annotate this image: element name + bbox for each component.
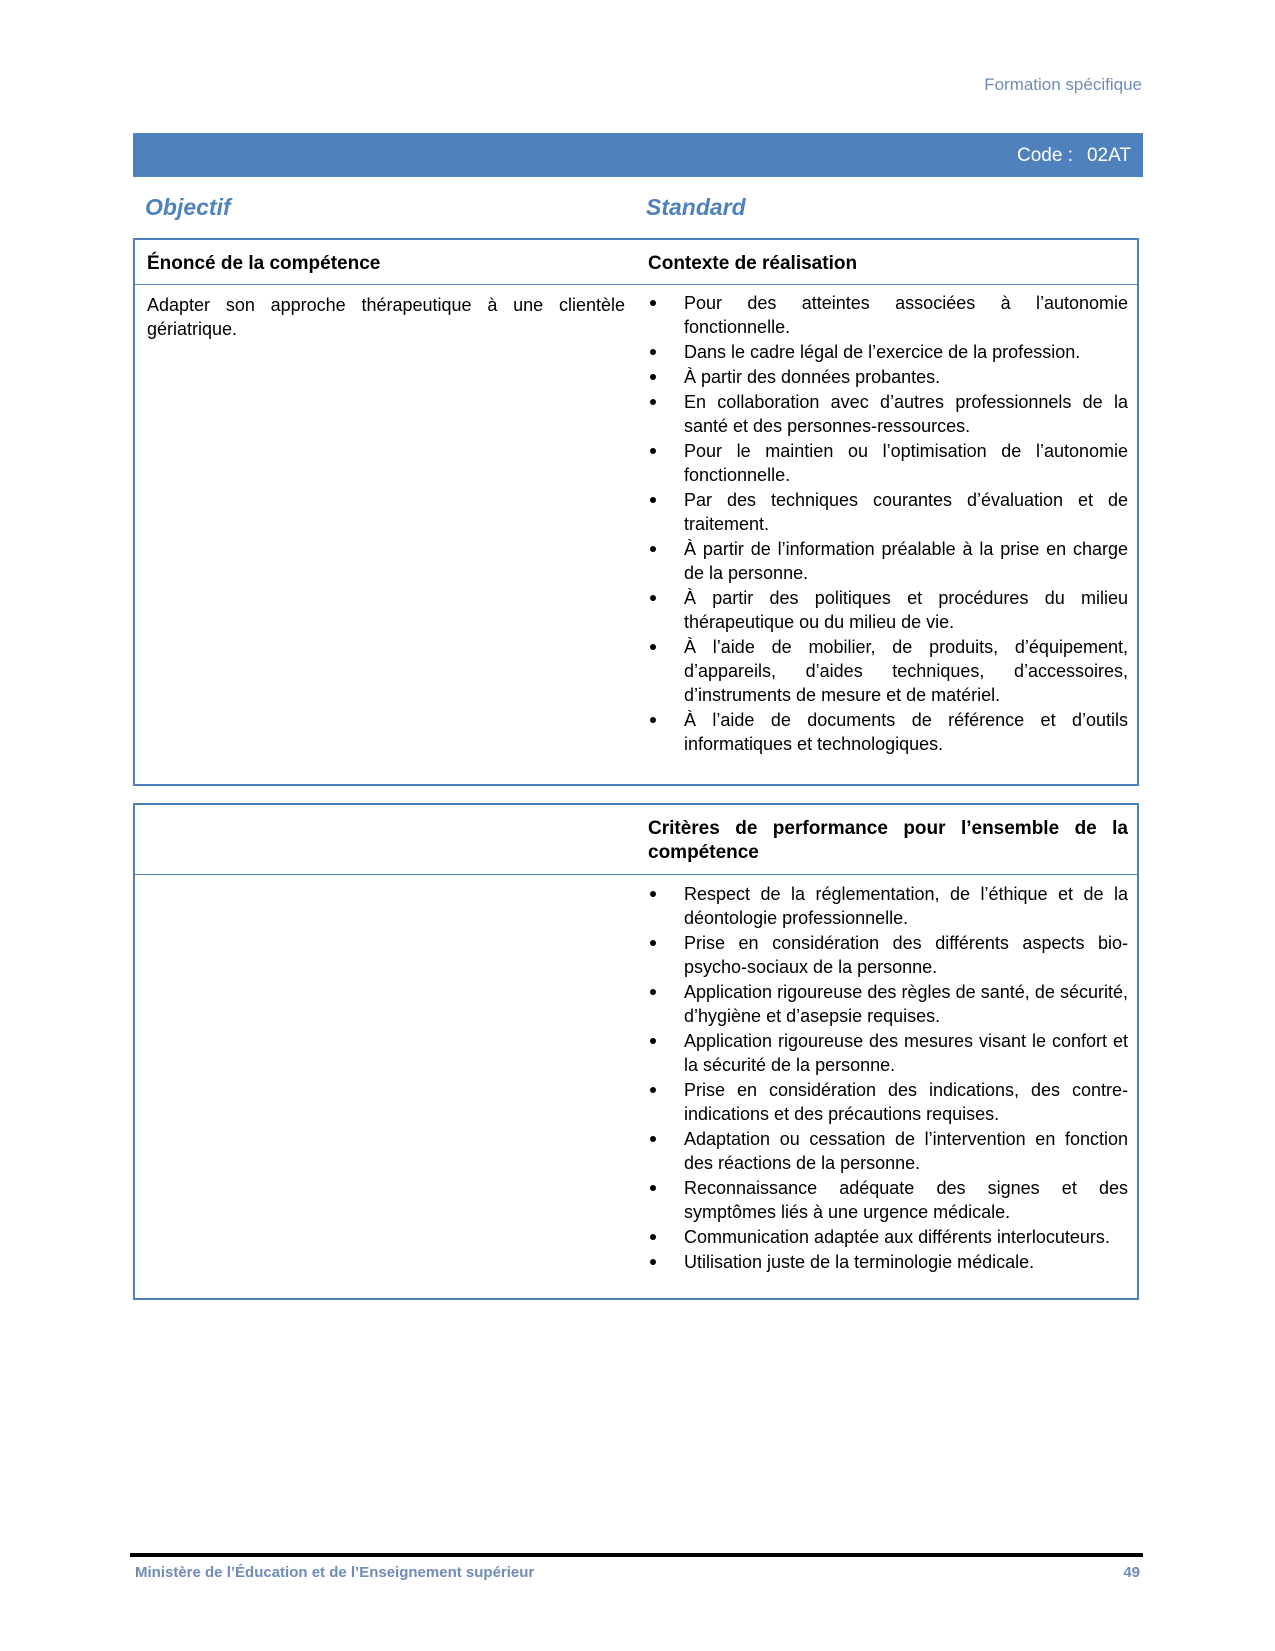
list-item-text: Utilisation juste de la terminologie médicale. — [684, 1252, 1035, 1272]
footer-divider — [130, 1553, 1143, 1557]
list-item — [648, 1250, 1128, 1274]
bullet-icon — [650, 891, 656, 897]
footer-ministry: Ministère de l’Éducation et de l’Enseignement supérieur — [135, 1564, 535, 1581]
competence-table — [133, 238, 1139, 786]
list-item — [648, 635, 1128, 707]
list-item — [648, 390, 1128, 438]
list-item — [648, 708, 1128, 756]
list-item-text: Dans le cadre légal de l’exercice de la profession. — [684, 342, 1081, 362]
bullet-icon — [650, 1234, 656, 1240]
list-item-text: Reconnaissance adéquate des signes et des symptômes liés à une urgence médicale. — [684, 1178, 1128, 1222]
list-item — [648, 1078, 1128, 1126]
list-item-text: Application rigoureuse des mesures visant le confort et la sécurité de la personne. — [684, 1031, 1128, 1075]
context-list — [648, 291, 1128, 757]
bullet-icon — [650, 1038, 656, 1044]
code-label: Code : — [1017, 145, 1073, 166]
bullet-icon — [650, 1185, 656, 1191]
objectif-title: Objectif — [145, 194, 231, 220]
list-item — [648, 882, 1128, 930]
code-value: 02AT — [1086, 145, 1131, 166]
context-header: Contexte de réalisation — [648, 253, 858, 274]
bullet-icon — [650, 1259, 656, 1265]
criteria-list — [648, 882, 1128, 1275]
bullet-icon — [650, 940, 656, 946]
list-item — [648, 291, 1128, 339]
bullet-icon — [650, 1136, 656, 1142]
list-item-text: Prise en considération des indications, des contre-indications et des précautions requises. — [684, 1080, 1128, 1124]
list-item-text: Par des techniques courantes d’évaluation et de traitement. — [684, 490, 1128, 534]
program-label: Formation spécifique — [984, 75, 1142, 94]
list-item — [648, 1127, 1128, 1175]
statement-header: Énoncé de la compétence — [147, 253, 381, 274]
list-item-text: Communication adaptée aux différents interlocuteurs. — [684, 1227, 1110, 1247]
list-item-text: Respect de la réglementation, de l’éthique et de la déontologie professionnelle. — [684, 884, 1128, 928]
list-item-text: À l’aide de documents de référence et d’outils informatiques et technologiques. — [684, 710, 1128, 754]
bullet-icon — [650, 349, 656, 355]
list-item — [648, 365, 1128, 389]
code-bar — [133, 133, 1143, 177]
bullet-icon — [650, 546, 656, 552]
bullet-icon — [650, 399, 656, 405]
criteria-header: Critères de performance pour l’ensemble de la compétence — [648, 818, 1128, 863]
list-item-text: Application rigoureuse des règles de santé, de sécurité, d’hygiène et d’asepsie requises. — [684, 982, 1128, 1026]
list-item-text: Adaptation ou cessation de l’intervention en fonction des réactions de la personne. — [684, 1129, 1128, 1173]
bullet-icon — [650, 374, 656, 380]
list-item — [648, 980, 1128, 1028]
bullet-icon — [650, 1087, 656, 1093]
list-item-text: À partir de l’information préalable à la prise en charge de la personne. — [684, 539, 1128, 583]
list-item-text: Prise en considération des différents aspects bio-psycho-sociaux de la personne. — [684, 933, 1128, 977]
list-item — [648, 439, 1128, 487]
competence-table-header — [135, 240, 1137, 285]
criteria-table — [133, 803, 1139, 1300]
page-number: 49 — [1123, 1564, 1140, 1581]
bullet-icon — [650, 448, 656, 454]
code-label-group — [1017, 145, 1131, 167]
bullet-icon — [650, 300, 656, 306]
list-item-text: À partir des politiques et procédures du milieu thérapeutique ou du milieu de vie. — [684, 588, 1128, 632]
bullet-icon — [650, 989, 656, 995]
list-item — [648, 488, 1128, 536]
list-item — [648, 1225, 1128, 1249]
competence-statement: Adapter son approche thérapeutique à une clientèle gériatrique. — [147, 295, 625, 339]
standard-title: Standard — [646, 194, 746, 220]
list-item-text: À l’aide de mobilier, de produits, d’équipement, d’appareils, d’aides techniques, d’accessoires, d’instruments de mesure et de matériel. — [684, 637, 1128, 705]
list-item — [648, 340, 1128, 364]
list-item — [648, 537, 1128, 585]
bullet-icon — [650, 644, 656, 650]
bullet-icon — [650, 595, 656, 601]
list-item-text: Pour le maintien ou l’optimisation de l’autonomie fonctionnelle. — [684, 441, 1128, 485]
list-item — [648, 1029, 1128, 1077]
bullet-icon — [650, 717, 656, 723]
criteria-table-header — [135, 805, 1137, 875]
bullet-icon — [650, 497, 656, 503]
list-item — [648, 586, 1128, 634]
list-item — [648, 931, 1128, 979]
list-item-text: Pour des atteintes associées à l’autonomie fonctionnelle. — [684, 293, 1128, 337]
list-item-text: En collaboration avec d’autres professionnels de la santé et des personnes-ressources. — [684, 392, 1128, 436]
list-item — [648, 1176, 1128, 1224]
list-item-text: À partir des données probantes. — [684, 367, 941, 387]
